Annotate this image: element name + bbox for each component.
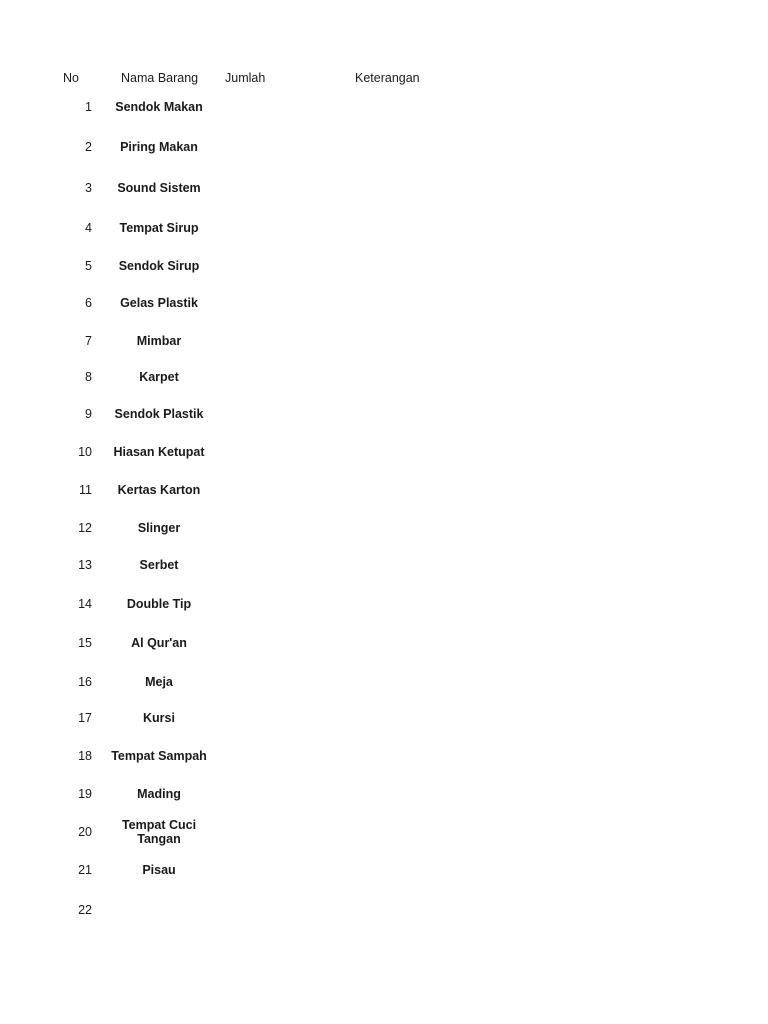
row-nama-barang: Mimbar <box>136 334 182 348</box>
row-nama-barang: Karpet <box>139 370 179 384</box>
row-nama-barang: Tempat Sirup <box>119 221 199 235</box>
header-nama-barang: Nama Barang <box>121 71 199 85</box>
row-nama-barang: Gelas Plastik <box>120 296 198 310</box>
row-number: 8 <box>85 370 92 384</box>
row-number: 9 <box>85 407 92 421</box>
row-nama-barang: Kertas Karton <box>117 483 201 497</box>
row-nama-barang: Sendok Makan <box>115 100 203 114</box>
row-nama-barang: Al Qur'an <box>131 636 187 650</box>
row-number: 2 <box>85 140 92 154</box>
row-nama-barang: Tempat Sampah <box>111 749 207 763</box>
row-number: 17 <box>78 711 92 725</box>
row-nama-barang: Meja <box>145 675 173 689</box>
row-nama-barang: Hiasan Ketupat <box>113 445 205 459</box>
header-keterangan: Keterangan <box>355 71 420 85</box>
row-nama-barang: Sendok Sirup <box>118 259 200 273</box>
row-nama-barang: Sendok Plastik <box>114 407 204 421</box>
row-number: 21 <box>78 863 92 877</box>
row-number: 22 <box>78 903 92 917</box>
row-number: 13 <box>78 558 92 572</box>
header-no: No <box>63 71 79 85</box>
row-number: 6 <box>85 296 92 310</box>
row-number: 11 <box>79 483 92 497</box>
header-jumlah: Jumlah <box>225 71 266 85</box>
row-nama-barang: Tempat Cuci Tangan <box>121 818 197 846</box>
row-number: 4 <box>85 221 92 235</box>
row-number: 5 <box>85 259 92 273</box>
row-nama-barang: Mading <box>137 787 181 801</box>
row-number: 3 <box>85 181 92 195</box>
row-nama-barang: Sound Sistem <box>117 181 201 195</box>
row-number: 16 <box>78 675 92 689</box>
row-nama-barang: Double Tip <box>126 597 192 611</box>
row-number: 1 <box>85 100 92 114</box>
row-number: 10 <box>78 445 92 459</box>
row-nama-barang: Slinger <box>137 521 181 535</box>
row-number: 15 <box>78 636 92 650</box>
row-number: 18 <box>78 749 92 763</box>
row-nama-barang: Piring Makan <box>120 140 198 154</box>
row-number: 12 <box>78 521 92 535</box>
row-number: 19 <box>78 787 92 801</box>
row-nama-barang: Pisau <box>142 863 176 877</box>
row-number: 20 <box>78 825 92 839</box>
row-number: 7 <box>85 334 92 348</box>
row-nama-barang: Serbet <box>139 558 179 572</box>
row-nama-barang: Kursi <box>143 711 175 725</box>
row-number: 14 <box>78 597 92 611</box>
